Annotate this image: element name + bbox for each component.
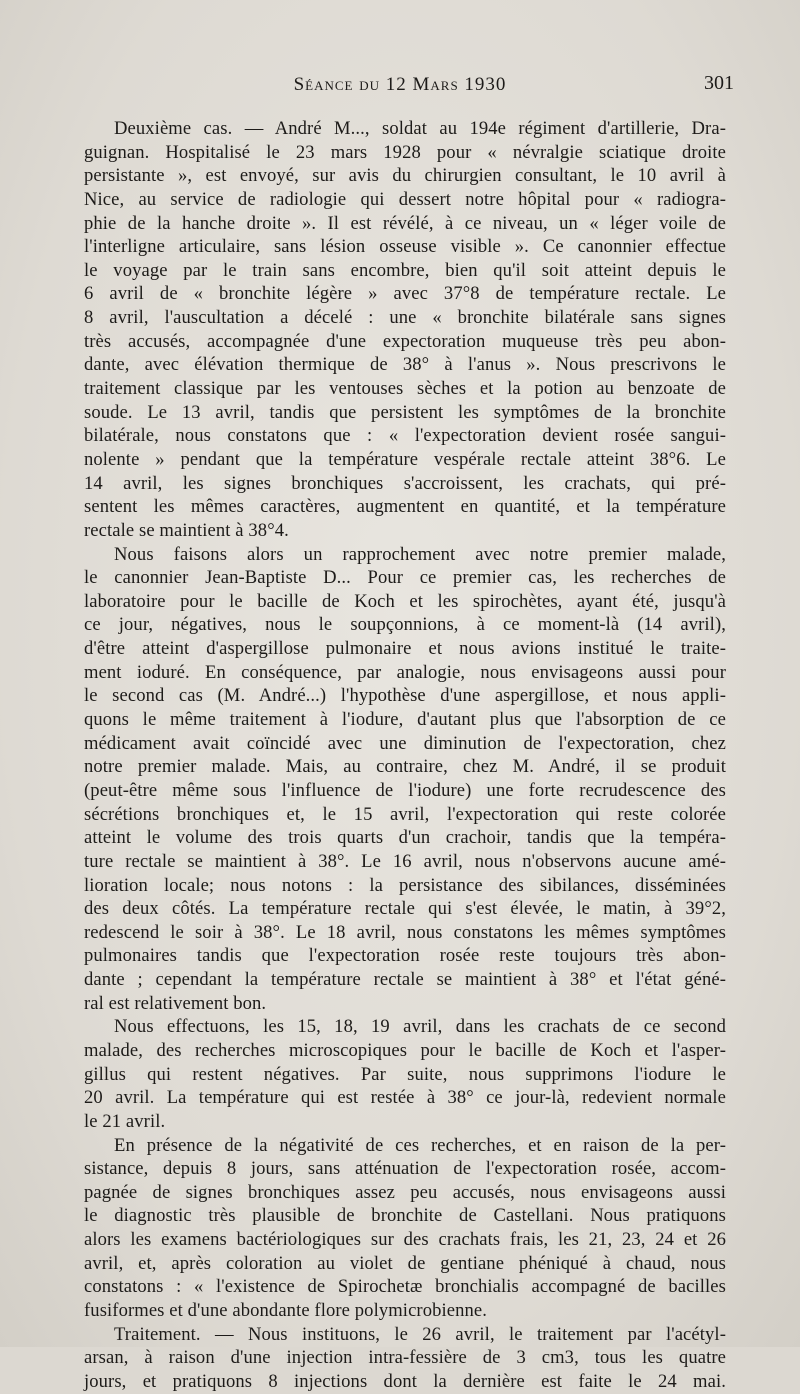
text-line: jours, et pratiquons 8 injections dont la dernière est faite le 24 mai. (84, 1370, 726, 1392)
text-line: soude. Le 13 avril, tandis que persistent les symptômes de la bronchite (84, 401, 726, 423)
text-line: gillus qui restent négatives. Par suite, nous supprimons l'iodure le (84, 1063, 726, 1085)
running-title: Séance du 12 Mars 1930 (293, 74, 507, 95)
text-line: des deux côtés. La température rectale qui s'est élevée, le matin, à 39°2, (84, 898, 726, 920)
text-line: pagnée de signes bronchiques assez peu accusés, nous envisageons aussi (84, 1181, 726, 1203)
text-line: 6 avril de « bronchite légère » avec 37°8 de température rectale. Le (84, 283, 726, 305)
text-line: Deuxième cas. — André M..., soldat au 194e régiment d'artillerie, Dra- (114, 118, 726, 139)
text-line: fusiformes et d'une abondante flore polymicrobienne. (84, 1300, 488, 1322)
text-line: le voyage par le train sans encombre, bien qu'il soit atteint depuis le (84, 259, 726, 281)
text-line: phie de la hanche droite ». Il est révélé, à ce niveau, un « léger voile de (84, 212, 726, 234)
text-line: quons le même traitement à l'iodure, d'autant plus que l'absorption de ce (84, 709, 726, 731)
text-line: dante ; cependant la température rectale se maintient à 38° et l'état géné- (84, 969, 726, 991)
text-line: malade, des recherches microscopiques pour le bacille de Koch et l'asper- (84, 1039, 726, 1061)
page-number: 301 (704, 72, 734, 94)
text-line: sistance, depuis 8 jours, sans atténuation de l'expectoration rosée, accom- (84, 1158, 726, 1180)
text-line: médicament avait coïncidé avec une diminution de l'expectoration, chez (84, 732, 726, 754)
text-line: d'être atteint d'aspergillose pulmonaire et nous avions institué le traite- (84, 638, 726, 660)
text-line: En présence de la négativité de ces recherches, et en raison de la per- (114, 1134, 726, 1156)
text-line: (peut-être même sous l'influence de l'iodure) une forte recrudescence des (84, 779, 726, 801)
text-line: très accusés, accompagnée d'une expectoration muqueuse très peu abon- (84, 330, 726, 352)
text-line: bilatérale, nous constatons que : « l'expectoration devient rosée sangui- (84, 425, 726, 447)
text-line: le second cas (M. André...) l'hypothèse d'une aspergillose, et nous appli- (84, 685, 726, 707)
text-line: traitement classique par les ventouses sèches et la potion au benzoate de (84, 378, 726, 400)
text-line: ture rectale se maintient à 38°. Le 16 avril, nous n'observons aucune amé- (84, 850, 726, 872)
text-line: Traitement. — Nous instituons, le 26 avril, le traitement par l'acétyl- (114, 1323, 726, 1345)
text-line: rectale se maintient à 38°4. (84, 519, 289, 541)
text-line: laboratoire pour le bacille de Koch et les spirochètes, ayant été, jusqu'à (84, 590, 726, 612)
text-line: arsan, à raison d'une injection intra-fessière de 3 cm3, tous les quatre (84, 1347, 726, 1369)
text-line: atteint le volume des trois quarts d'un crachoir, tandis que la tempéra- (84, 827, 726, 849)
text-line: le diagnostic très plausible de bronchite de Castellani. Nous pratiquons (84, 1205, 726, 1227)
text-line: 14 avril, les signes bronchiques s'accroissent, les crachats, qui pré- (84, 472, 726, 494)
text-line: avril, et, après coloration au violet de gentiane phéniqué à chaud, nous (84, 1252, 726, 1274)
text-line: pulmonaires tandis que l'expectoration rosée reste toujours très abon- (84, 945, 726, 967)
text-line: ce jour, négatives, nous le soupçonnions, à ce moment-là (14 avril), (84, 614, 726, 636)
text-line: Nous effectuons, les 15, 18, 19 avril, dans les crachats de ce second (114, 1016, 726, 1038)
text-line: ral est relativement bon. (84, 992, 267, 1014)
text-line: redescend le soir à 38°. Le 18 avril, nous constatons les mêmes symptômes (84, 921, 726, 943)
text-line: le canonnier Jean-Baptiste D... Pour ce premier cas, les recherches de (84, 567, 726, 589)
text-line: lioration locale; nous notons : la persistance des sibilances, disséminées (84, 874, 726, 896)
text-line: alors les examens bactériologiques sur des crachats frais, les 21, 23, 24 et 26 (84, 1229, 726, 1251)
running-head (0, 70, 800, 100)
text-line: l'interligne articulaire, sans lésion osseuse visible ». Ce canonnier effectue (84, 236, 726, 258)
text-line: guignan. Hospitalisé le 23 mars 1928 pour « névralgie sciatique droite (84, 141, 726, 163)
text-line: sécrétions bronchiques et, le 15 avril, l'expectoration qui reste colorée (84, 803, 726, 825)
body-text (84, 117, 726, 1394)
text-line: dante, avec élévation thermique de 38° à l'anus ». Nous prescrivons le (84, 354, 726, 376)
text-line: 20 avril. La température qui est restée à 38° ce jour-là, redevient normale (84, 1087, 726, 1109)
text-line: notre premier malade. Mais, au contraire, chez M. André, il se produit (84, 756, 726, 778)
text-line: nolente » pendant que la température vespérale rectale atteint 38°6. Le (84, 448, 726, 470)
text-line: Nous faisons alors un rapprochement avec notre premier malade, (114, 543, 726, 565)
text-line: persistante », est envoyé, sur avis du chirurgien consultant, le 10 avril à (84, 165, 726, 187)
text-line: 8 avril, l'auscultation a décelé : une « bronchite bilatérale sans signes (84, 307, 726, 329)
text-line: ment ioduré. En conséquence, par analogie, nous envisageons aussi pour (84, 661, 726, 683)
text-line: constatons : « l'existence de Spirochetæ bronchialis accompagné de bacilles (84, 1276, 726, 1298)
text-line: Nice, au service de radiologie qui dessert notre hôpital pour « radiogra- (84, 188, 726, 210)
text-line: le 21 avril. (84, 1110, 166, 1132)
text-line: sentent les mêmes caractères, augmentent en quantité, et la température (84, 496, 726, 518)
